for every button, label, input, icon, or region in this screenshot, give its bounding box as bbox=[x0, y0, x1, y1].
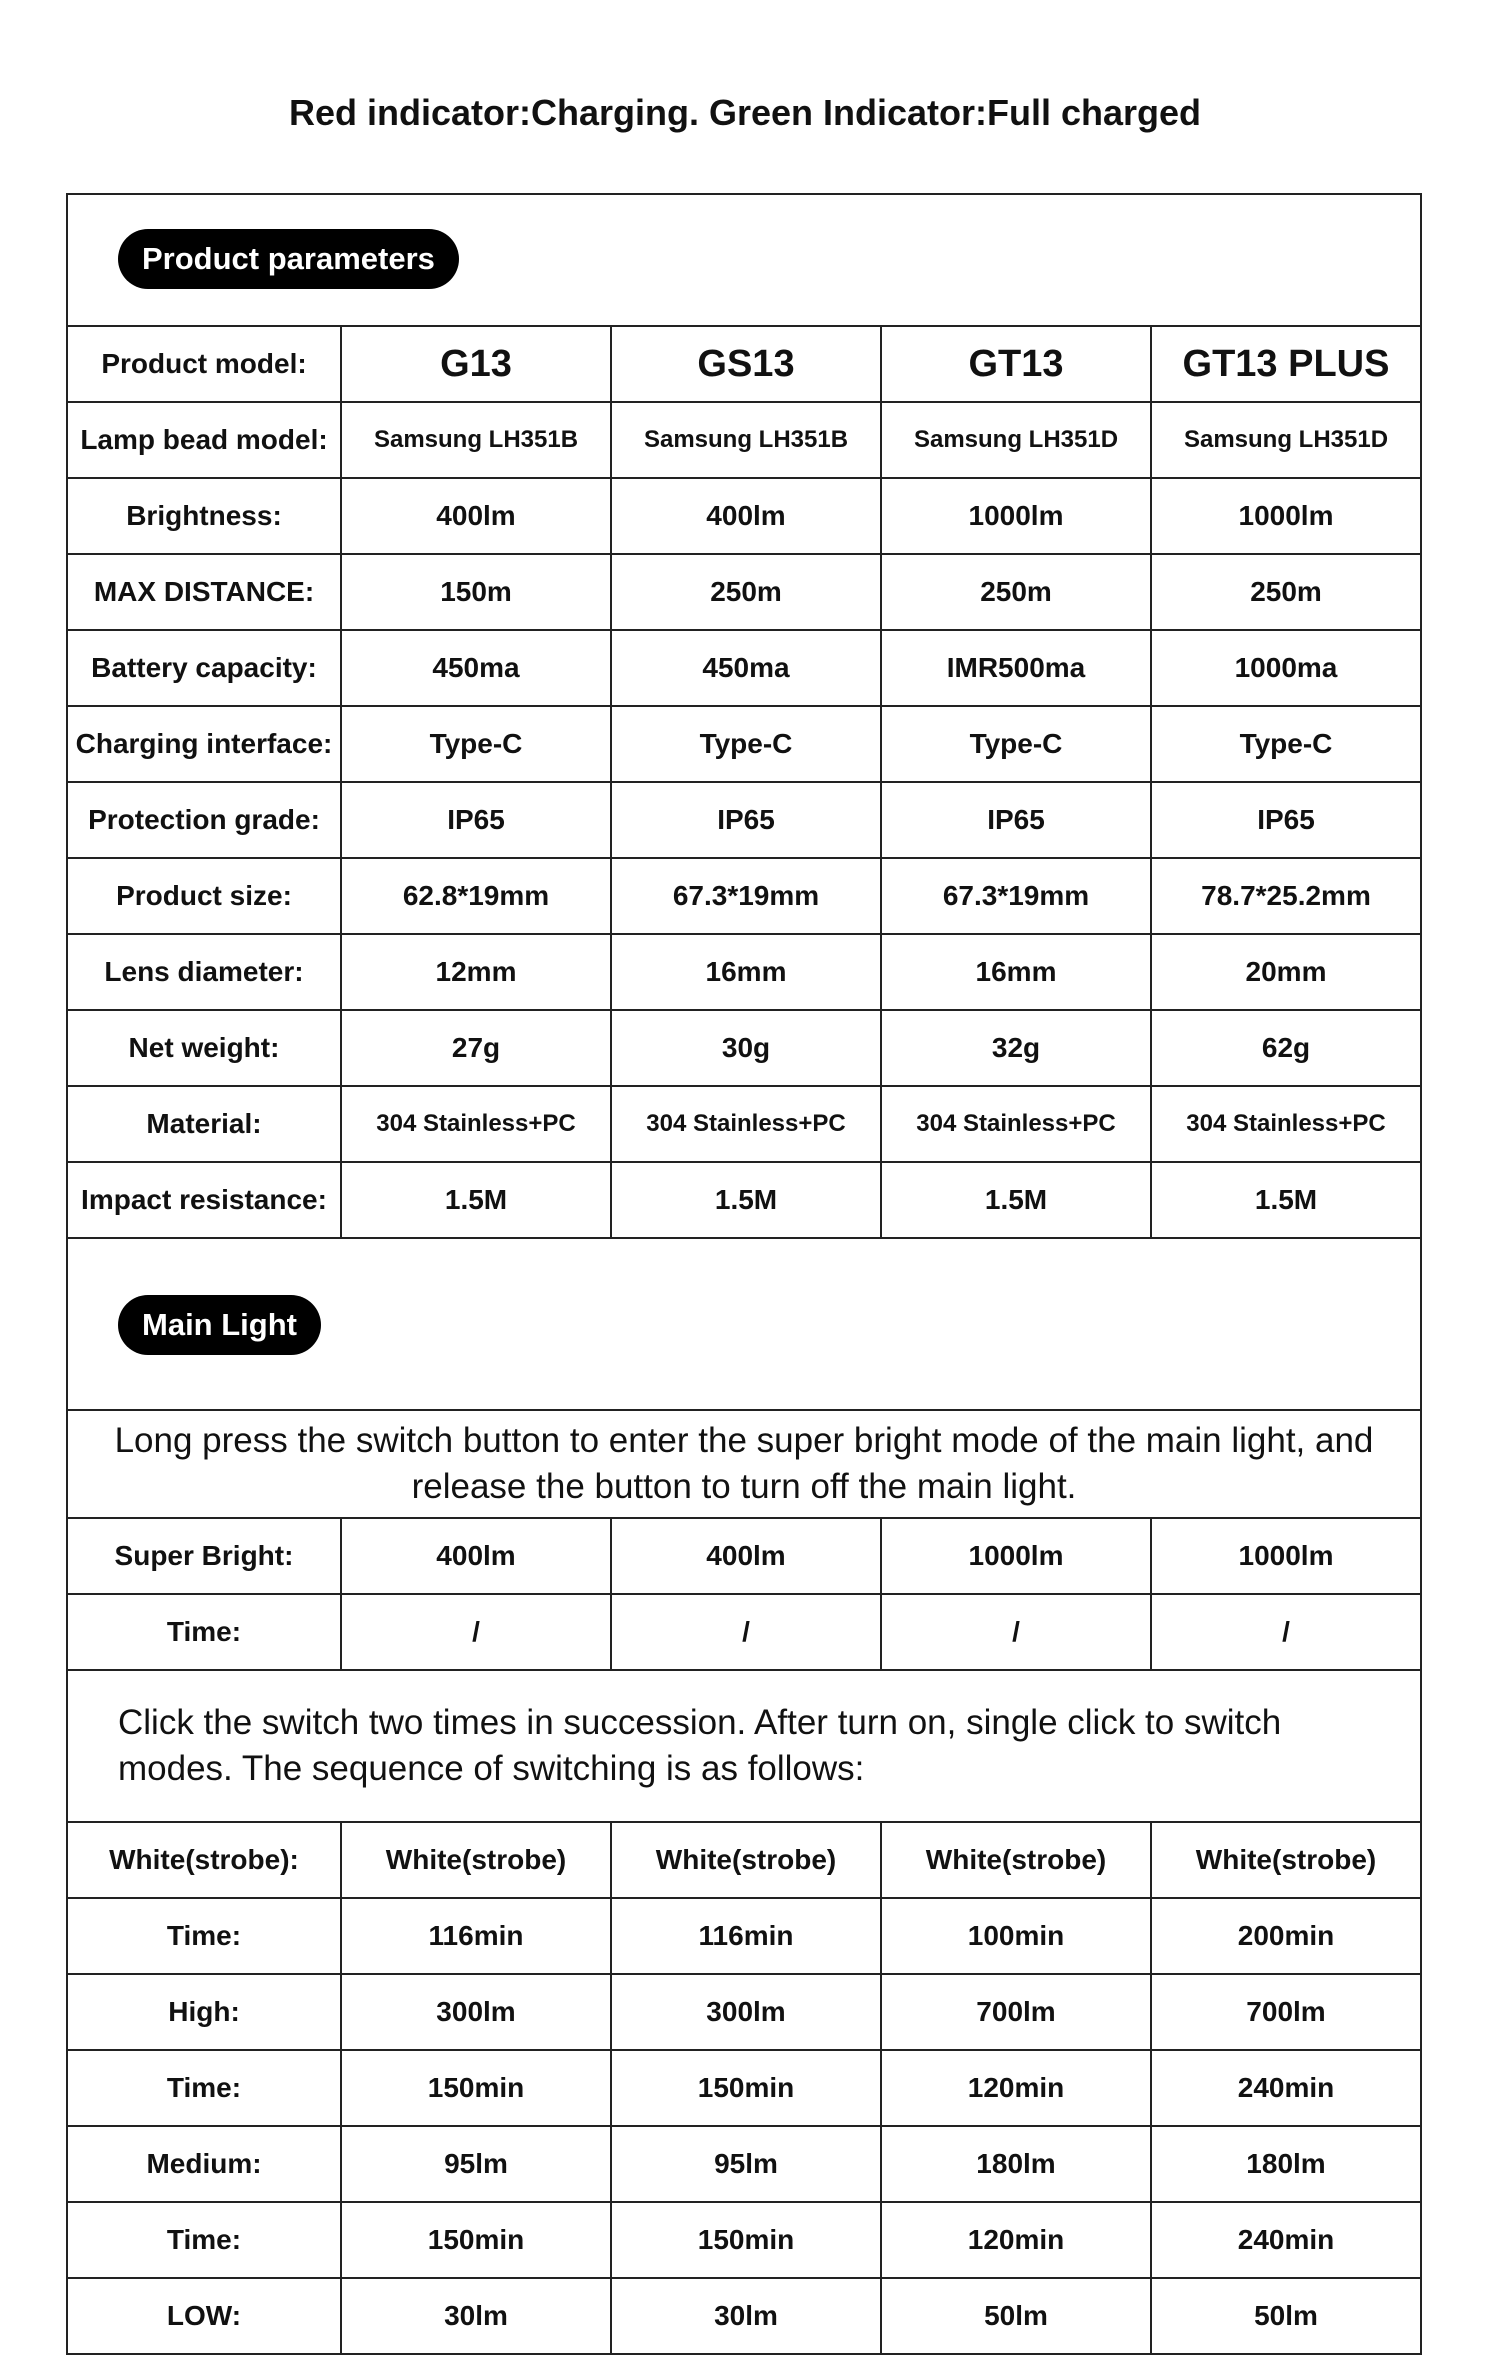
table-row bbox=[68, 479, 1420, 555]
table-row bbox=[68, 1975, 1420, 2051]
table-row bbox=[68, 1163, 1420, 1239]
cell-value: 120min bbox=[880, 2203, 1150, 2277]
cell-value: 700lm bbox=[880, 1975, 1150, 2049]
table-row bbox=[68, 2127, 1420, 2203]
row-label: Battery capacity: bbox=[91, 652, 317, 683]
table-row bbox=[68, 1087, 1420, 1163]
cell-value: 50lm bbox=[880, 2279, 1150, 2353]
cell-value: 1000lm bbox=[1150, 479, 1420, 553]
cell-value: White(strobe) bbox=[880, 1823, 1150, 1897]
cell-value: 400lm bbox=[340, 1519, 610, 1593]
table-row bbox=[68, 859, 1420, 935]
cell-value: 1000lm bbox=[1150, 1519, 1420, 1593]
cell-value: 180lm bbox=[880, 2127, 1150, 2201]
cell-value: / bbox=[1150, 1595, 1420, 1669]
cell-value: Samsung LH351B bbox=[610, 403, 880, 477]
cell-value: 250m bbox=[610, 555, 880, 629]
cell-value: / bbox=[880, 1595, 1150, 1669]
cell-value: Type-C bbox=[1150, 707, 1420, 781]
cell-value: IP65 bbox=[340, 783, 610, 857]
cell-value: 1000ma bbox=[1150, 631, 1420, 705]
table-row bbox=[68, 403, 1420, 479]
row-label: Time: bbox=[166, 2072, 242, 2103]
cell-value: 27g bbox=[340, 1011, 610, 1085]
cell-value: Samsung LH351D bbox=[1150, 403, 1420, 477]
cell-value: White(strobe) bbox=[1150, 1823, 1420, 1897]
spec-table bbox=[66, 193, 1422, 2355]
cell-value: Samsung LH351D bbox=[880, 403, 1150, 477]
cell-value: 450ma bbox=[610, 631, 880, 705]
cell-value: IP65 bbox=[610, 783, 880, 857]
row-label: MAX DISTANCE: bbox=[93, 576, 315, 607]
model-name: G13 bbox=[340, 327, 610, 401]
cell-value: Type-C bbox=[340, 707, 610, 781]
section-title-pill: Main Light bbox=[118, 1295, 321, 1355]
row-label: Brightness: bbox=[126, 500, 282, 531]
cell-value: White(strobe) bbox=[340, 1823, 610, 1897]
cell-value: 300lm bbox=[340, 1975, 610, 2049]
cell-value: IP65 bbox=[1150, 783, 1420, 857]
cell-value: 180lm bbox=[1150, 2127, 1420, 2201]
cell-value: 16mm bbox=[610, 935, 880, 1009]
row-label: Protection grade: bbox=[88, 804, 320, 835]
row-label: High: bbox=[168, 1996, 240, 2027]
cell-value: 1.5M bbox=[610, 1163, 880, 1237]
cell-value: 700lm bbox=[1150, 1975, 1420, 2049]
model-name: GT13 bbox=[880, 327, 1150, 401]
section-product-parameters bbox=[68, 195, 1420, 327]
row-label: Lamp bead model: bbox=[80, 424, 328, 455]
page-heading: Red indicator:Charging. Green Indicator:Full charged bbox=[288, 92, 1202, 133]
cell-value: 150min bbox=[340, 2203, 610, 2277]
cell-value: 116min bbox=[610, 1899, 880, 1973]
row-label: Material: bbox=[146, 1108, 262, 1139]
cell-value: 30g bbox=[610, 1011, 880, 1085]
table-row bbox=[68, 1899, 1420, 1975]
cell-value: 16mm bbox=[880, 935, 1150, 1009]
row-label: LOW: bbox=[166, 2300, 242, 2331]
cell-value: 12mm bbox=[340, 935, 610, 1009]
table-row bbox=[68, 2279, 1420, 2355]
cell-value: 150m bbox=[340, 555, 610, 629]
table-row bbox=[68, 2051, 1420, 2127]
cell-value: 1000lm bbox=[880, 479, 1150, 553]
cell-value: 400lm bbox=[610, 1519, 880, 1593]
section-title-pill: Product parameters bbox=[118, 229, 459, 289]
cell-value: 62g bbox=[1150, 1011, 1420, 1085]
cell-value: 304 Stainless+PC bbox=[1150, 1087, 1420, 1161]
row-label: Lens diameter: bbox=[104, 956, 304, 987]
row-label: Net weight: bbox=[128, 1032, 280, 1063]
cell-value: 67.3*19mm bbox=[610, 859, 880, 933]
cell-value: 150min bbox=[610, 2203, 880, 2277]
cell-value: 1000lm bbox=[880, 1519, 1150, 1593]
row-label: Time: bbox=[166, 2224, 242, 2255]
cell-value: 304 Stainless+PC bbox=[880, 1087, 1150, 1161]
cell-value: White(strobe) bbox=[610, 1823, 880, 1897]
row-label: Super Bright: bbox=[114, 1540, 294, 1571]
cell-value: / bbox=[610, 1595, 880, 1669]
note-text: Long press the switch button to enter the super bright mode of the main light, and release the button to turn off the main light. bbox=[114, 1421, 1374, 1506]
table-row bbox=[68, 2203, 1420, 2279]
cell-value: 240min bbox=[1150, 2203, 1420, 2277]
table-row bbox=[68, 783, 1420, 859]
note-mode-sequence bbox=[68, 1671, 1420, 1823]
cell-value: Type-C bbox=[880, 707, 1150, 781]
cell-value: 400lm bbox=[610, 479, 880, 553]
cell-value: 240min bbox=[1150, 2051, 1420, 2125]
cell-value: 304 Stainless+PC bbox=[610, 1087, 880, 1161]
table-row bbox=[68, 1011, 1420, 1087]
table-row bbox=[68, 935, 1420, 1011]
table-row bbox=[68, 555, 1420, 631]
cell-value: 250m bbox=[880, 555, 1150, 629]
cell-value: 100min bbox=[880, 1899, 1150, 1973]
cell-value: / bbox=[340, 1595, 610, 1669]
cell-value: 78.7*25.2mm bbox=[1150, 859, 1420, 933]
cell-value: 450ma bbox=[340, 631, 610, 705]
model-name: GS13 bbox=[610, 327, 880, 401]
cell-value: 30lm bbox=[610, 2279, 880, 2353]
cell-value: 250m bbox=[1150, 555, 1420, 629]
cell-value: 1.5M bbox=[1150, 1163, 1420, 1237]
table-row bbox=[68, 631, 1420, 707]
table-row bbox=[68, 1519, 1420, 1595]
row-label: Product size: bbox=[116, 880, 292, 911]
cell-value: 120min bbox=[880, 2051, 1150, 2125]
cell-value: 95lm bbox=[340, 2127, 610, 2201]
cell-value: 30lm bbox=[340, 2279, 610, 2353]
cell-value: 1.5M bbox=[340, 1163, 610, 1237]
cell-value: IMR500ma bbox=[880, 631, 1150, 705]
cell-value: 300lm bbox=[610, 1975, 880, 2049]
model-header-row bbox=[68, 327, 1420, 403]
row-label: Product model: bbox=[101, 348, 307, 379]
row-label: Time: bbox=[166, 1616, 242, 1647]
cell-value: 150min bbox=[340, 2051, 610, 2125]
cell-value: 150min bbox=[610, 2051, 880, 2125]
cell-value: 62.8*19mm bbox=[340, 859, 610, 933]
cell-value: IP65 bbox=[880, 783, 1150, 857]
cell-value: 32g bbox=[880, 1011, 1150, 1085]
note-text: Click the switch two times in succession. After turn on, single click to switch modes. The sequence of switching is as follows: bbox=[118, 1703, 1282, 1788]
cell-value: 1.5M bbox=[880, 1163, 1150, 1237]
row-label: Impact resistance: bbox=[81, 1184, 327, 1215]
table-row bbox=[68, 707, 1420, 783]
row-label: White(strobe): bbox=[109, 1844, 299, 1875]
cell-value: 116min bbox=[340, 1899, 610, 1973]
cell-value: 200min bbox=[1150, 1899, 1420, 1973]
model-name: GT13 PLUS bbox=[1150, 327, 1420, 401]
cell-value: 304 Stainless+PC bbox=[340, 1087, 610, 1161]
cell-value: 20mm bbox=[1150, 935, 1420, 1009]
cell-value: 67.3*19mm bbox=[880, 859, 1150, 933]
cell-value: Samsung LH351B bbox=[340, 403, 610, 477]
cell-value: 50lm bbox=[1150, 2279, 1420, 2353]
section-main-light bbox=[68, 1239, 1420, 1411]
cell-value: 95lm bbox=[610, 2127, 880, 2201]
note-super-bright bbox=[68, 1411, 1420, 1519]
row-label: Charging interface: bbox=[75, 728, 333, 759]
table-row bbox=[68, 1595, 1420, 1671]
table-row bbox=[68, 1823, 1420, 1899]
row-label: Medium: bbox=[146, 2148, 262, 2179]
cell-value: 400lm bbox=[340, 479, 610, 553]
cell-value: Type-C bbox=[610, 707, 880, 781]
row-label: Time: bbox=[166, 1920, 242, 1951]
